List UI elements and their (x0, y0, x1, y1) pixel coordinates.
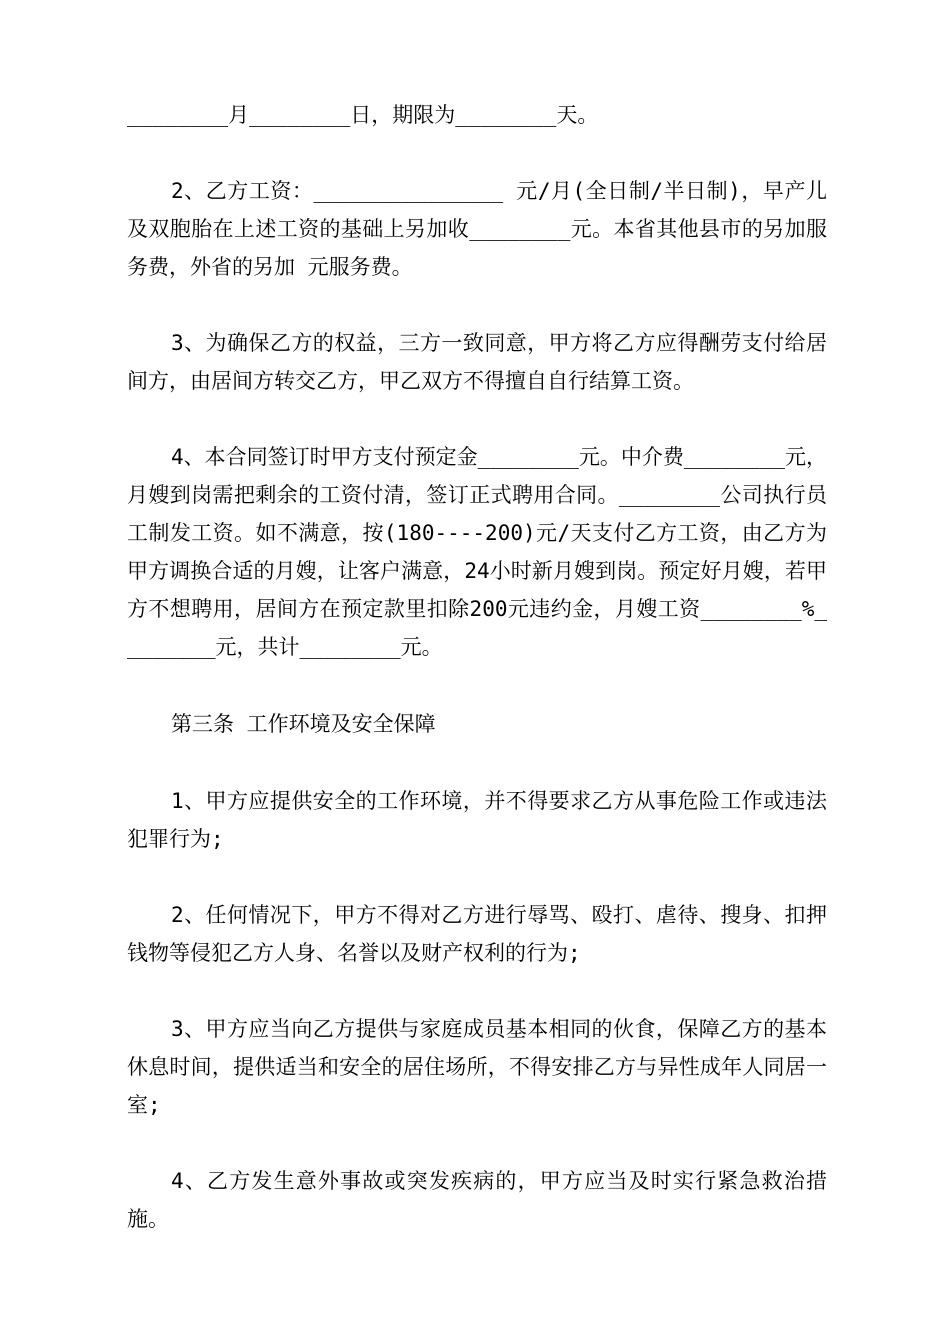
section-item-4: 4、乙方发生意外事故或突发疾病的，甲方应当及时实行紧急救治措施。 (127, 1169, 827, 1231)
paragraph-term-dates: ________月________日，期限为________天。 (127, 103, 599, 127)
paragraph-deposit-fees: 4、本合同签订时甲方支付预定金________元。中介费________元，月嫂到岗需把剩余的工资付清，签订正式聘用合同。________公司执行员工制发工资。如不满意，按(180----200)元/天支付乙方工资，由乙方为甲方调换合适的月嫂，让客户满意，24小时新月嫂到岗。预定好月嫂，若甲方不想聘用，居间方在预定款里扣除200元违约金，月嫂工资________%________元，共计________元。 (127, 445, 827, 659)
section-item-3: 3、甲方应当向乙方提供与家庭成员基本相同的伙食，保障乙方的基本休息时间，提供适当和安全的居住场所，不得安排乙方与异性成年人同居一室; (127, 1017, 827, 1117)
section-item-1: 1、甲方应提供安全的工作环境，并不得要求乙方从事危险工作或违法犯罪行为; (127, 789, 827, 851)
section-item-2: 2、任何情况下，甲方不得对乙方进行辱骂、殴打、虐待、搜身、扣押钱物等侵犯乙方人身、名誉以及财产权利的行为; (127, 903, 827, 965)
section-heading: 第三条 工作环境及安全保障 (171, 712, 436, 736)
paragraph-salary: 2、乙方工资：_______________ 元/月(全日制/半日制)，早产儿及双胞胎在上述工资的基础上另加收________元。本省其他县市的另加服务费，外省的另加 元服务费。 (127, 179, 827, 279)
paragraph-payment-transfer: 3、为确保乙方的权益，三方一致同意，甲方将乙方应得酬劳支付给居间方，由居间方转交乙方，甲乙双方不得擅自自行结算工资。 (127, 331, 827, 393)
